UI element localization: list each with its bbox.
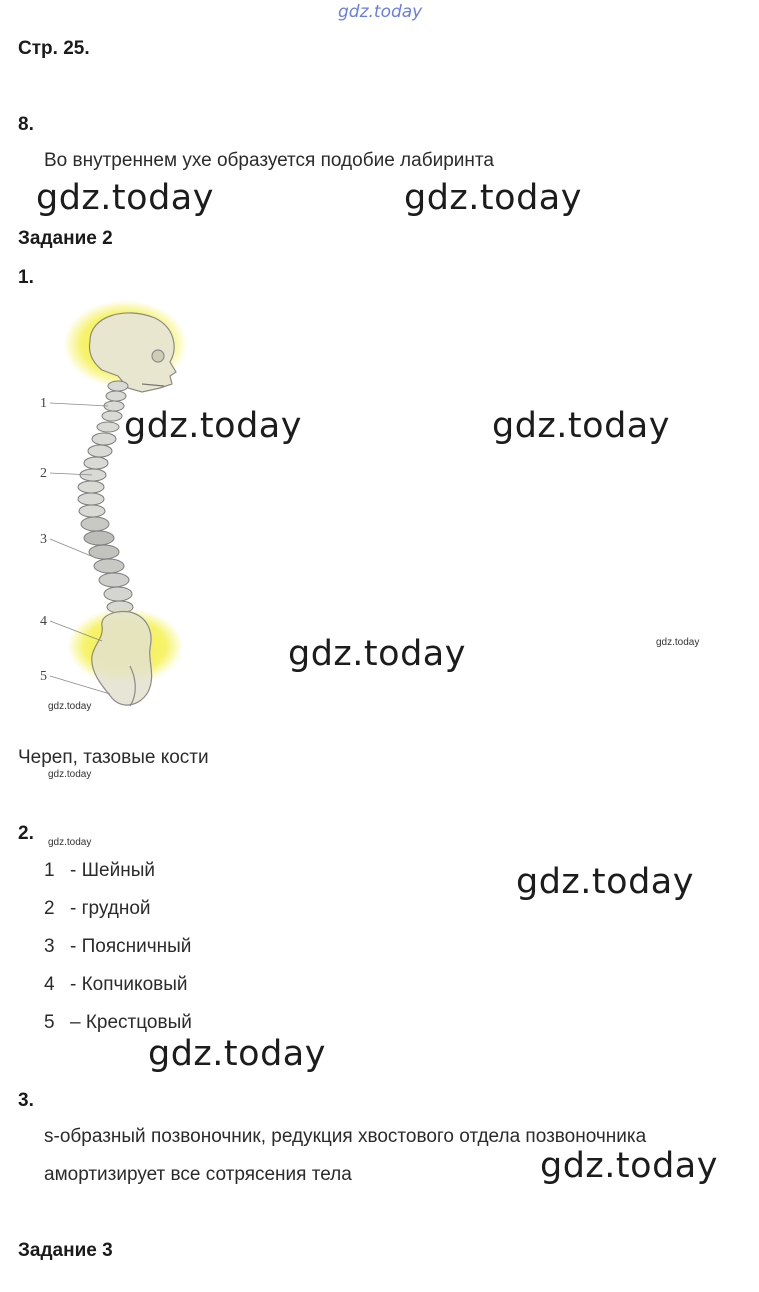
list-item-number: 1 (44, 860, 55, 881)
list-item (44, 936, 191, 958)
question-3-number: 3. (18, 1090, 34, 1111)
question-1-answer: Череп, тазовые кости (18, 747, 209, 768)
list-item-text: - Шейный (70, 860, 155, 881)
figure-label-1: 1 (40, 396, 47, 411)
question-1-number: 1. (18, 267, 34, 288)
page-title: Стр. 25. (18, 38, 90, 59)
list-item-number: 3 (44, 936, 55, 957)
question-3-answer-line-2: амортизирует все сотрясения тела (44, 1164, 352, 1185)
list-item-text: - Поясничный (70, 936, 192, 957)
watermark: gdz.today (148, 1034, 326, 1074)
question-3-answer-line-1: s-образный позвоночник, редукция хвостового отдела позвоночника (44, 1126, 647, 1147)
watermark: gdz.today (492, 406, 670, 446)
list-item-number: 2 (44, 898, 55, 919)
list-item (44, 974, 188, 996)
question-8-number: 8. (18, 114, 34, 135)
list-item-text: - Копчиковый (70, 974, 188, 995)
list-item (44, 898, 151, 920)
list-item-number: 4 (44, 974, 55, 995)
list-item-number: 5 (44, 1012, 55, 1033)
watermark: gdz.today (36, 178, 214, 218)
watermark: gdz.today (540, 1146, 718, 1186)
list-item (44, 860, 155, 882)
task-2-title: Задание 2 (18, 228, 113, 249)
watermark-small: gdz.today (48, 769, 92, 780)
watermark: gdz.today (124, 406, 302, 446)
list-item-text: – Крестцовый (70, 1012, 192, 1033)
figure-label-4: 4 (40, 614, 47, 629)
watermark: gdz.today (516, 862, 694, 902)
question-8-answer: Во внутреннем ухе образуется подобие лабиринта (44, 150, 494, 171)
spine-skeleton-illustration (30, 296, 200, 721)
watermark-small: gdz.today (48, 701, 92, 712)
question-2-number: 2. (18, 823, 34, 844)
watermark-small: gdz.today (656, 637, 700, 648)
list-item (44, 1012, 192, 1034)
watermark: gdz.today (404, 178, 582, 218)
figure-label-3: 3 (40, 532, 47, 547)
watermark: gdz.today (288, 634, 466, 674)
watermark-top: gdz.today (338, 2, 423, 22)
task-3-title: Задание 3 (18, 1240, 113, 1261)
figure-label-2: 2 (40, 466, 47, 481)
watermark-small: gdz.today (48, 837, 92, 848)
figure-label-5: 5 (40, 669, 47, 684)
list-item-text: - грудной (70, 898, 151, 919)
